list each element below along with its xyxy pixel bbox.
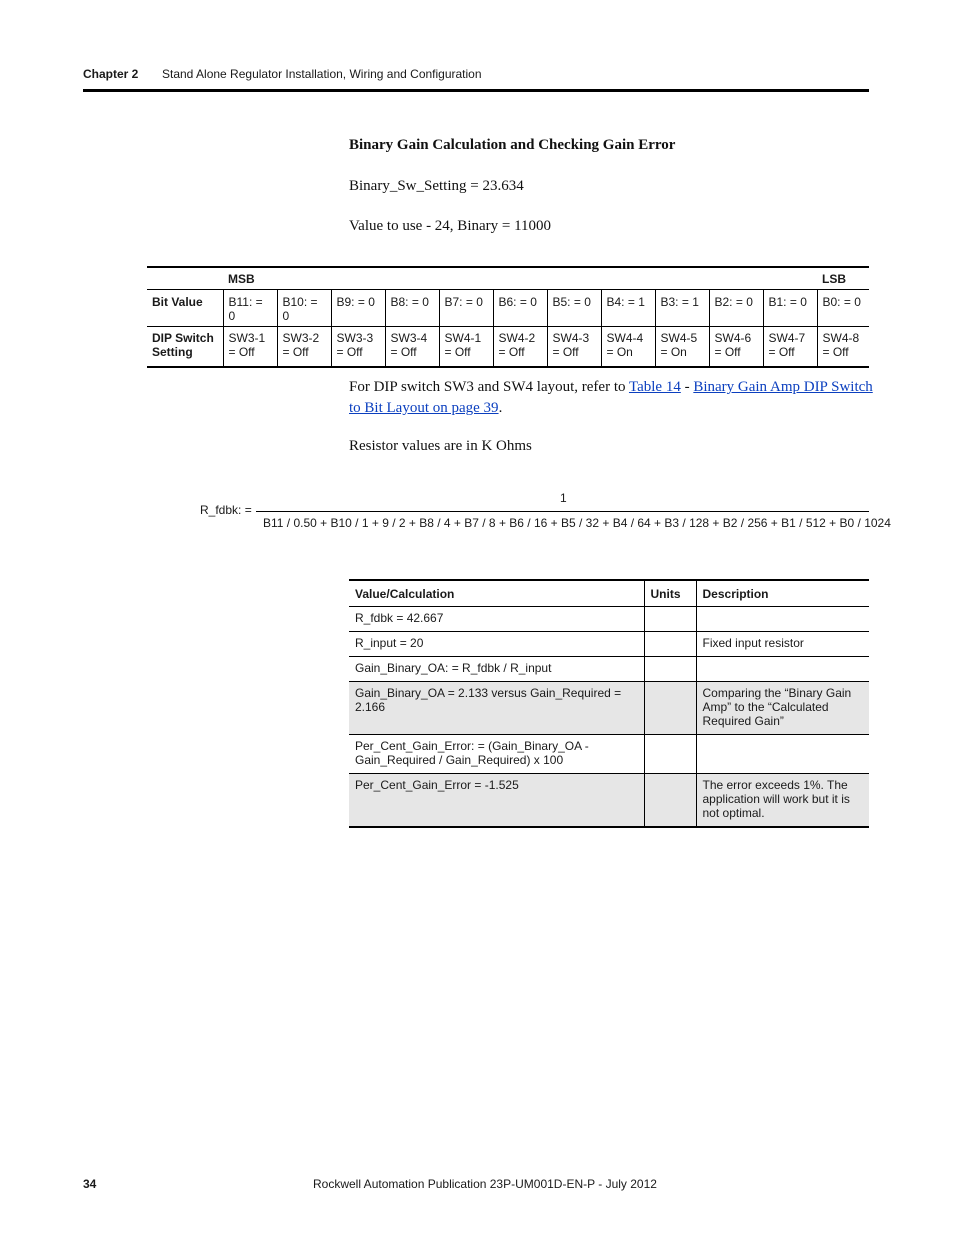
lsb-label: LSB bbox=[817, 267, 869, 290]
dip-ref-separator: - bbox=[680, 379, 694, 395]
calc-description-cell bbox=[696, 734, 869, 773]
binary-sw-setting-line: Binary_Sw_Setting = 23.634 bbox=[349, 178, 524, 194]
bit-value-cell: B0: = 0 bbox=[817, 290, 869, 327]
formula-numerator: 1 bbox=[560, 491, 567, 505]
dip-setting-cell: SW4-6 = Off bbox=[709, 327, 763, 367]
bit-table bbox=[147, 266, 869, 368]
publication-info: Rockwell Automation Publication 23P-UM001D-EN-P - July 2012 bbox=[313, 1177, 657, 1191]
calc-value-cell: Gain_Binary_OA = 2.133 versus Gain_Required = 2.166 bbox=[349, 681, 644, 734]
calc-units-cell bbox=[644, 656, 696, 681]
dip-ref-suffix: . bbox=[498, 400, 503, 416]
dip-setting-cell: SW4-7 = Off bbox=[763, 327, 817, 367]
formula-lhs: R_fdbk: = bbox=[200, 503, 252, 517]
dip-setting-cell: SW4-3 = Off bbox=[547, 327, 601, 367]
dip-setting-cell: SW3-4 = Off bbox=[385, 327, 439, 367]
page-number: 34 bbox=[83, 1177, 97, 1191]
bit-value-cell: B3: = 1 bbox=[655, 290, 709, 327]
resistor-note: Resistor values are in K Ohms bbox=[349, 438, 532, 454]
table-row bbox=[349, 631, 869, 656]
calc-description-cell bbox=[696, 606, 869, 631]
dip-setting-cell: SW3-3 = Off bbox=[331, 327, 385, 367]
bit-value-cell: B7: = 0 bbox=[439, 290, 493, 327]
dip-setting-cell: SW4-8 = Off bbox=[817, 327, 869, 367]
dip-setting-cell: SW3-1 = Off bbox=[223, 327, 277, 367]
calc-description-cell: Comparing the “Binary Gain Amp” to the “Calculated Required Gain” bbox=[696, 681, 869, 734]
calc-units-cell bbox=[644, 773, 696, 827]
table-14-link[interactable]: Table 14 bbox=[628, 379, 681, 395]
fraction-bar bbox=[256, 511, 869, 512]
calc-description-cell: Fixed input resistor bbox=[696, 631, 869, 656]
bit-value-cell: B10: = 0 bbox=[277, 290, 331, 327]
dip-setting-cell: SW3-2 = Off bbox=[277, 327, 331, 367]
chapter-label: Chapter 2 bbox=[83, 67, 139, 81]
table-row bbox=[349, 681, 869, 734]
header-value-calculation: Value/Calculation bbox=[349, 580, 644, 606]
calc-description-cell bbox=[696, 656, 869, 681]
calc-header-row bbox=[349, 580, 869, 606]
bit-value-cell: B8: = 0 bbox=[385, 290, 439, 327]
calc-description-cell: The error exceeds 1%. The application will work but it is not optimal. bbox=[696, 773, 869, 827]
msb-label: MSB bbox=[223, 267, 277, 290]
calc-value-cell: Gain_Binary_OA: = R_fdbk / R_input bbox=[349, 656, 644, 681]
bit-value-cell: B2: = 0 bbox=[709, 290, 763, 327]
calc-value-cell: R_fdbk = 42.667 bbox=[349, 606, 644, 631]
dip-ref-text: For DIP switch SW3 and SW4 layout, refer to bbox=[349, 379, 629, 395]
page-header bbox=[83, 66, 869, 92]
calc-units-cell bbox=[644, 631, 696, 656]
table-row bbox=[349, 606, 869, 631]
header-units: Units bbox=[644, 580, 696, 606]
header-description: Description bbox=[696, 580, 869, 606]
dip-setting-cell: SW4-4 = On bbox=[601, 327, 655, 367]
bit-value-cell: B4: = 1 bbox=[601, 290, 655, 327]
bit-value-cell: B5: = 0 bbox=[547, 290, 601, 327]
dip-reference-paragraph bbox=[349, 377, 879, 419]
dip-setting-cell: SW4-5 = On bbox=[655, 327, 709, 367]
binary-gain-layout-link[interactable]: Binary Gain Amp DIP Switch to Bit Layout on page 39 bbox=[349, 379, 873, 416]
section-heading: Binary Gain Calculation and Checking Gain Error bbox=[349, 137, 676, 153]
bit-value-cell: B6: = 0 bbox=[493, 290, 547, 327]
dip-setting-cell: SW4-1 = Off bbox=[439, 327, 493, 367]
calc-value-cell: Per_Cent_Gain_Error: = (Gain_Binary_OA - Gain_Required / Gain_Required) x 100 bbox=[349, 734, 644, 773]
value-to-use-line: Value to use - 24, Binary = 11000 bbox=[349, 218, 552, 234]
formula-denominator: B11 / 0.50 + B10 / 1 + 9 / 2 + B8 / 4 + B7 / 8 + B6 / 16 + B5 / 32 + B4 / 64 + B3 / 128 + B2 / 256 + B1 / 512 + B0 / 1024 bbox=[263, 516, 891, 530]
bit-value-row bbox=[147, 290, 869, 327]
dip-switch-row bbox=[147, 327, 869, 367]
bit-value-cell: B9: = 0 bbox=[331, 290, 385, 327]
chapter-title: Stand Alone Regulator Installation, Wiring and Configuration bbox=[162, 67, 482, 81]
bit-value-cell: B1: = 0 bbox=[763, 290, 817, 327]
dip-setting-cell: SW4-2 = Off bbox=[493, 327, 547, 367]
calc-units-cell bbox=[644, 681, 696, 734]
calc-value-cell: Per_Cent_Gain_Error = -1.525 bbox=[349, 773, 644, 827]
bit-value-label: Bit Value bbox=[147, 290, 223, 327]
bit-table-header-row bbox=[147, 267, 869, 290]
table-row bbox=[349, 734, 869, 773]
calc-units-cell bbox=[644, 606, 696, 631]
calculation-table bbox=[349, 579, 869, 828]
table-row bbox=[349, 773, 869, 827]
table-row bbox=[349, 656, 869, 681]
calc-value-cell: R_input = 20 bbox=[349, 631, 644, 656]
bit-value-cell: B11: = 0 bbox=[223, 290, 277, 327]
dip-switch-label: DIP Switch Setting bbox=[147, 327, 223, 367]
calc-units-cell bbox=[644, 734, 696, 773]
